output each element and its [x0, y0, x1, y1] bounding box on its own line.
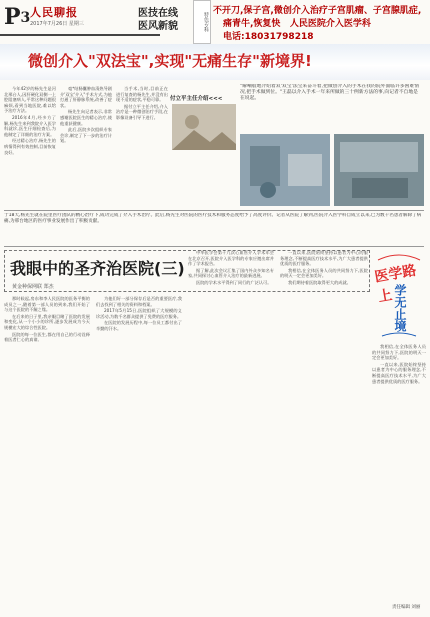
article2-column-5	[372, 344, 426, 600]
paragraph: 在后来的日子里,我亲眼目睹了医院的发展和变化,从一个小小的诊所,逐步发展成为今天规模宏大的综合性医院。	[4, 313, 90, 330]
paragraph: 在医院的发展历程中,每一位员工都付出了辛勤的汗水。	[96, 320, 182, 331]
side-banner-line-2: 学无止境	[393, 284, 407, 332]
section-title-top: 医技在线	[138, 8, 178, 19]
page-number: P3	[4, 4, 31, 30]
paragraph: 我相信,在全体医务人员的共同努力下,医院的明天一定会更加美好。	[372, 344, 426, 361]
paragraph: 杨先生向记者表示,非常感谢医院医生的精心治疗,使他重获健康。	[60, 109, 112, 126]
paragraph: 一直以来,医院始终坚持以患者为中心的服务理念,不断提高医疗技术水平,为广大患者提供优质的医疗服务。	[372, 361, 426, 384]
side-banner-line-1: 医学路上	[373, 262, 418, 306]
article1-intro: "解嘲般地介绍着双'双宝'法宝来奋斗着,把微创介入的手术在我的院外面临许多困难情况,把手术做到位。"王磊以介入手术一年来所做的三十例新方法的事,向记者不自地是在说起。	[240, 84, 420, 102]
paragraph: 据付立平主任介绍,介入治疗是一种微创治疗手段,在影像设备引导下进行。	[116, 103, 168, 120]
paragraph: 为他们好一部分保存后是否的重要医疗,我们去找到了相关的资料和档案。	[96, 296, 182, 307]
article1-subhead: 付立平主任介绍<<<	[170, 96, 223, 102]
paragraph: 今年42岁的杨先生是河北邢台人,因肝硬化双侧一上腔阻塞病人,平常这种问题很麻烦,看到当地医院,难以给予治疗方法。	[4, 86, 56, 114]
photo-icon	[240, 134, 330, 206]
section-title-bottom: 医风新貌	[138, 21, 178, 32]
paragraph: 我们期待着医院取得更大的成就。	[288, 279, 351, 285]
ad-line-2: 痛青牛,恢复快 人民医院介入医学科	[223, 19, 371, 29]
article2-column-2	[96, 296, 182, 601]
main-headline: 微创介入"双法宝",实现"无痛生存"新境界!	[28, 52, 312, 70]
photo-icon	[334, 134, 424, 206]
article2-column-3	[188, 250, 274, 600]
ad-line-1: 不开刀,保子宫,微创介入治疗子宫肌瘤、子宫腺肌症,	[213, 6, 422, 16]
paragraph: 当手术,当时,目前正在进行复查的杨先生,并没有出现不适的症状,平稳可靠。	[116, 86, 168, 103]
paragraph: 一直以来,医院始终坚持以患者为中心的服务理念,不断提高医疗技术水平,为广大患者提供优质的医疗服务。	[280, 250, 368, 267]
article2-title: 我眼中的圣齐治医院(三)	[10, 259, 185, 278]
article1-photo	[172, 104, 236, 150]
article2-column-1	[4, 296, 90, 601]
paragraph: 我相信,在全体医务人员的共同努力下,医院的明天一定会更加美好。	[280, 267, 368, 279]
ad-phone: 电话:18031798218	[223, 32, 314, 42]
paragraph: 据了解,此次会议汇集了国内外众多知名专家,共同探讨心血管介入治疗的最新进展。	[188, 267, 274, 279]
issue-date: 2017年7月26日 星期三	[30, 21, 84, 27]
paragraph: 医院的每一位医生,都在用自己的行动诠释着医者仁心的真谛。	[4, 331, 90, 343]
paper-name: 人民聊报	[30, 6, 78, 19]
paragraph: 2016年4月,经多方了解,杨先生来到我院介入医学科就诊,医生仔细检查后,为他制定了详细的治疗方案。	[4, 114, 56, 137]
photo-icon	[172, 104, 236, 150]
article1-column-3	[116, 86, 168, 206]
paragraph: 中华医学会第十九次心血管介入学术年会在北京召开,医院介入医学科的专家应邀出席并作了学术报告。	[188, 250, 274, 267]
paragraph: 2017年5月15日,医院组织了大规模的义诊活动,为数千名群众提供了免费的医疗服务。	[96, 308, 182, 319]
article2-author: 黄金种保网联 郑杰	[12, 284, 54, 290]
surgery-photo	[240, 134, 330, 206]
paragraph: 那时候起,房东和李人民医院的医务平衡的成员之一,随着第一部人员的到来,我们开始了与这个医院的不解之缘。	[4, 296, 90, 313]
editor-credit: 责任编辑 刘丽	[392, 605, 421, 610]
header-rule	[0, 34, 160, 36]
paragraph: 毫*结肠囊肿血清热导剧介'双宝'介入"手术方式,为他打通了肝静脉系统,改善了症状。	[60, 86, 112, 108]
paragraph: 医院的学术水平得到了同行的广泛认可。	[196, 279, 272, 285]
procedure-photo	[334, 134, 424, 206]
divider	[4, 210, 424, 211]
paragraph: 此后,医院多次组织专家会诊,制定了下一步的治疗计划。	[60, 127, 112, 144]
ad-badge: 特色专科	[193, 0, 211, 44]
paragraph: 经过精心治疗,杨先生的病情得到有效控制,目前恢复良好。	[4, 138, 56, 155]
summary-paragraph: 于18天,杨先生就在院里医疗团队的精心治疗下,成功完成了介入手术治疗。此后,杨先生对医院的医疗技术和服务态度给予了高度评价。记者从医院了解到,医院介入医学科自成立以来,已为数千名患者解除了病痛,为邢台地区的医疗事业发展作出了积极贡献。	[4, 213, 422, 224]
divider	[4, 246, 424, 247]
article2-column-4	[280, 250, 368, 600]
article1-column-1	[4, 86, 56, 206]
article1-column-2	[60, 86, 112, 206]
